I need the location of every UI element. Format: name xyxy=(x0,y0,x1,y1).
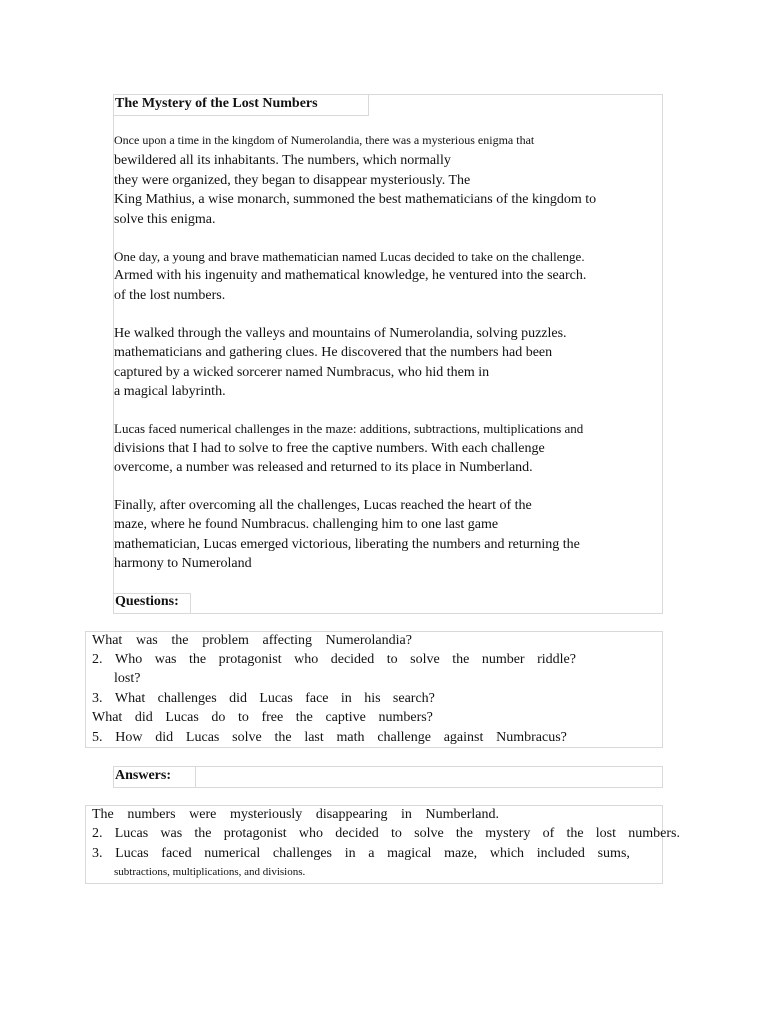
question-item: 2. Who was the protagonist who decided to solve the number riddle? xyxy=(92,652,576,667)
story-line: One day, a young and brave mathematician named Lucas decided to take on the challenge. xyxy=(114,249,585,264)
questions-heading: Questions: xyxy=(115,594,179,609)
story-line: bewildered all its inhabitants. The numbers, which normally xyxy=(114,153,451,168)
answer-item: 2. Lucas was the protagonist who decided to solve the mystery of the lost numbers. xyxy=(92,826,680,841)
story-title: The Mystery of the Lost Numbers xyxy=(115,96,318,111)
answer-item: The numbers were mysteriously disappearing in Numberland. xyxy=(92,807,499,822)
answers-heading: Answers: xyxy=(115,768,171,783)
story-line: they were organized, they began to disappear mysteriously. The xyxy=(114,173,471,188)
question-item: 3. What challenges did Lucas face in his search? xyxy=(92,691,435,706)
story-line: Lucas faced numerical challenges in the maze: additions, subtractions, multiplications and xyxy=(114,421,584,436)
answer-item: subtractions, multiplications, and divisions. xyxy=(114,866,306,878)
question-item: What did Lucas do to free the captive numbers? xyxy=(92,710,433,725)
story-line: solve this enigma. xyxy=(114,212,216,227)
story-line: mathematician, Lucas emerged victorious, liberating the numbers and returning the xyxy=(114,537,580,552)
story-line: Armed with his ingenuity and mathematical knowledge, he ventured into the search. xyxy=(114,268,587,283)
story-line: a magical labyrinth. xyxy=(114,384,226,399)
story-line: captured by a wicked sorcerer named Numbracus, who hid them in xyxy=(114,365,490,380)
story-line: Once upon a time in the kingdom of Numerolandia, there was a mysterious enigma that xyxy=(114,133,535,147)
question-item: What was the problem affecting Numerolandia? xyxy=(92,633,412,648)
story-line: mathematicians and gathering clues. He discovered that the numbers had been xyxy=(114,345,553,360)
story-line: maze, where he found Numbracus. challenging him to one last game xyxy=(114,517,499,532)
story-line: of the lost numbers. xyxy=(114,288,226,303)
story-line: harmony to Numeroland xyxy=(114,556,252,571)
story-line: King Mathius, a wise monarch, summoned the best mathematicians of the kingdom to xyxy=(114,192,597,207)
question-item: 5. How did Lucas solve the last math challenge against Numbracus? xyxy=(92,730,567,745)
question-item: lost? xyxy=(114,671,141,686)
story-line: divisions that I had to solve to free the captive numbers. With each challenge xyxy=(114,441,545,456)
story-line: Finally, after overcoming all the challenges, Lucas reached the heart of the xyxy=(114,498,532,513)
answer-item: 3. Lucas faced numerical challenges in a magical maze, which included sums, xyxy=(92,846,630,861)
story-line: overcome, a number was released and returned to its place in Numberland. xyxy=(114,460,533,475)
story-line: He walked through the valleys and mountains of Numerolandia, solving puzzles. xyxy=(114,326,567,341)
